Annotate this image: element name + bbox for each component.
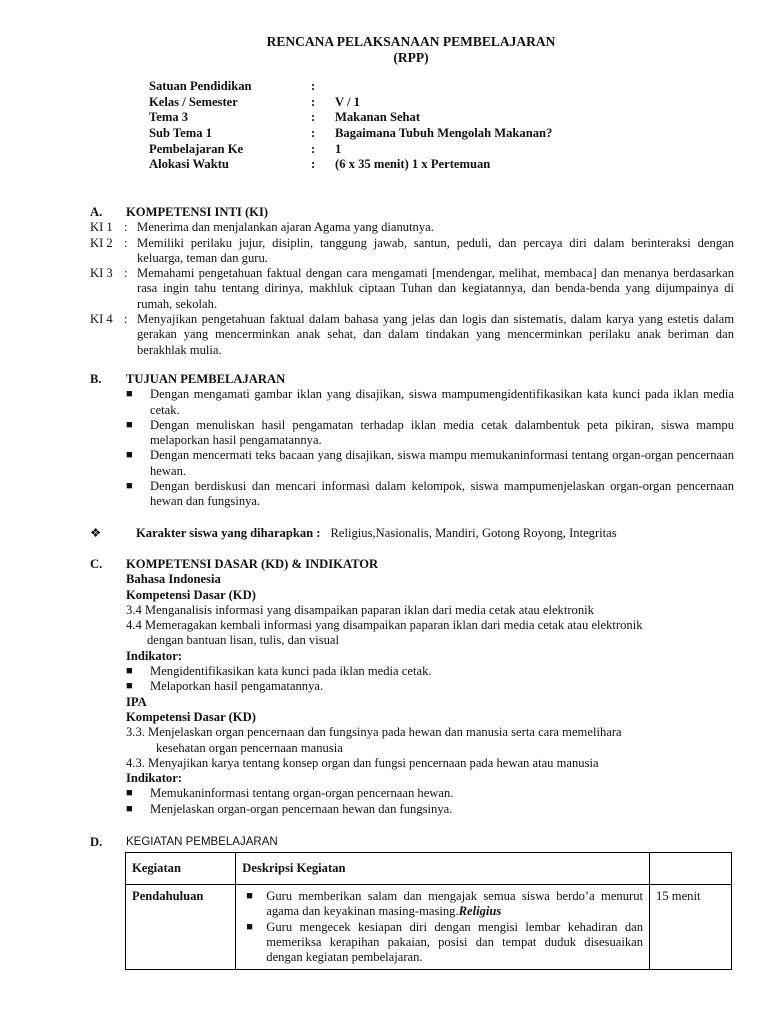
header-kegiatan: Kegiatan [126, 853, 236, 885]
bullet-icon: ■ [126, 665, 133, 678]
goal-text: Dengan menuliskan hasil pengamatan terhadap iklan media cetak dalambentuk peta pikiran, siswa mampu melaporkan hasil pengamatannya. [150, 417, 734, 448]
goal-item [126, 448, 734, 479]
header-deskripsi: Deskripsi Kegiatan [236, 853, 650, 885]
ki-code: KI 4 [90, 312, 113, 327]
activity-item [242, 920, 643, 966]
identity-value: (6 x 35 menit) 1 x Pertemuan [335, 157, 491, 172]
ki-text: Menerima dan menjalankan ajaran Agama yang dianutnya. [137, 220, 434, 235]
indicator-text: Mengidentifikasikan kata kunci pada iklan media cetak. [150, 664, 432, 679]
kd-item: 3.4 Menganalisis informasi yang disampaikan paparan iklan dari media cetak atau elektronik [126, 602, 594, 617]
activity-desc: Guru memberikan salam dan mengajak semua siswa berdo’a menurut agama dan keyakinan masing-masing. [266, 889, 644, 919]
indicator-item [126, 786, 734, 801]
cell-deskripsi [236, 885, 650, 970]
identity-label: Sub Tema 1 [149, 126, 212, 141]
identity-label: Tema 3 [149, 110, 189, 125]
activity-text [266, 889, 643, 920]
cell-waktu: 15 menit [650, 885, 732, 970]
goal-item [126, 387, 734, 418]
identity-block [149, 79, 552, 173]
goal-text: Dengan mengamati gambar iklan yang disajikan, siswa mampumengidentifikasikan kata kunci pada iklan media cetak. [150, 387, 734, 417]
identity-value: 1 [335, 141, 342, 156]
kd-item-continuation: dengan bantuan lisan, tulis, dan visual [147, 633, 340, 648]
bullet-icon: ■ [126, 449, 133, 462]
section-tujuan-pembelajaran [90, 372, 734, 510]
identity-colon: : [311, 126, 316, 141]
section-letter: A. [90, 205, 103, 219]
subject-title: Bahasa Indonesia [126, 572, 221, 587]
goal-item [126, 479, 734, 510]
bullet-icon: ■ [246, 920, 253, 933]
karakter-line [90, 526, 750, 541]
kd-label: Kompetensi Dasar (KD) [126, 709, 256, 724]
section-b-heading [90, 372, 734, 387]
ki-code: KI 3 [90, 266, 113, 281]
ki-item [90, 266, 734, 312]
header-waktu [650, 853, 732, 885]
identity-value: Bagaimana Tubuh Mengolah Makanan? [335, 126, 553, 141]
title-line-2: (RPP) [393, 50, 429, 65]
bullet-icon: ■ [126, 802, 133, 815]
kd-item: 3.3. Menjelaskan organ pencernaan dan fungsinya pada hewan dan manusia serta cara memelihara [126, 725, 622, 740]
section-title: KEGIATAN PEMBELAJARAN [126, 836, 278, 848]
section-d-heading [90, 835, 278, 850]
identity-row [149, 110, 552, 126]
section-title: KOMPETENSI INTI (KI) [126, 205, 269, 219]
ki-item [90, 220, 734, 235]
section-title: TUJUAN PEMBELAJARAN [126, 372, 286, 386]
indikator-label: Indikator: [126, 771, 182, 786]
section-letter: B. [90, 372, 102, 386]
ki-colon: : [124, 235, 128, 250]
goal-text: Dengan berdiskusi dan mencari informasi dalam kelompok, siswa mampumenjelaskan organ-organ pencernaan hewan dan fungsinya. [150, 479, 734, 509]
ki-item [90, 312, 734, 358]
bullet-icon: ■ [126, 388, 133, 401]
section-kompetensi-dasar [90, 557, 734, 817]
goal-item [126, 418, 734, 449]
indicator-text: Menjelaskan organ-organ pencernaan hewan dan fungsinya. [150, 801, 453, 816]
bullet-icon: ■ [246, 890, 253, 902]
title-line-1: RENCANA PELAKSANAAN PEMBELAJARAN [266, 34, 556, 49]
ki-code: KI 1 [90, 220, 113, 235]
ki-colon: : [124, 220, 128, 235]
ki-code: KI 2 [90, 235, 113, 250]
identity-value: V / 1 [335, 94, 360, 109]
subject-title: IPA [126, 694, 147, 709]
identity-value: Makanan Sehat [335, 110, 421, 125]
indicator-text: Melaporkan hasil pengamatannya. [150, 679, 324, 694]
identity-row [149, 79, 552, 95]
ki-text: Memiliki perilaku jujur, disiplin, tanggung jawab, santun, peduli, dan percaya diri dalam berinteraksi dengan keluarga, teman dan guru. [137, 235, 734, 265]
table-header-row [126, 853, 732, 885]
section-title: KOMPETENSI DASAR (KD) & INDIKATOR [126, 557, 379, 571]
kegiatan-table [125, 852, 732, 970]
section-c-heading [90, 557, 734, 572]
ki-colon: : [124, 312, 128, 327]
bullet-icon: ■ [126, 787, 133, 800]
identity-colon: : [311, 110, 316, 125]
identity-row [149, 142, 552, 158]
karakter-value: Religius,Nasionalis, Mandiri, Gotong Royong, Integritas [330, 526, 617, 540]
indicator-item [126, 664, 734, 679]
goal-text: Dengan mencermati teks bacaan yang disajikan, siswa mampu memukaninformasi tentang organ-organ pencernaan hewan. [150, 448, 734, 478]
indicator-item [126, 679, 734, 694]
identity-label: Alokasi Waktu [149, 157, 229, 172]
activity-item [242, 889, 643, 920]
diamond-bullet-icon: ❖ [90, 526, 102, 540]
indicator-item [126, 802, 734, 817]
bullet-icon: ■ [126, 480, 133, 493]
section-letter: D. [90, 835, 103, 849]
ki-item [90, 236, 734, 267]
ki-text: Menyajikan pengetahuan faktual dalam bahasa yang jelas dan logis dan sistematis, dalam karya yang estetis dalam gerakan yang mencerminkan anak sehat, dan dalam tindakan yang mencerminkan perilaku anak beriman dan berakhlak mulia. [137, 312, 734, 357]
bullet-icon: ■ [126, 680, 133, 693]
identity-colon: : [311, 141, 316, 156]
identity-label: Kelas / Semester [149, 94, 238, 109]
section-a-heading [90, 205, 734, 220]
kd-item: 4.3. Menyajikan karya tentang konsep organ dan fungsi pencernaan pada hewan atau manusia [126, 755, 599, 770]
table-row [126, 885, 732, 970]
section-kompetensi-inti [90, 205, 734, 358]
identity-colon: : [311, 94, 316, 109]
indikator-label: Indikator: [126, 648, 182, 663]
indicator-text: Memukaninformasi tentang organ-organ pencernaan hewan. [150, 786, 454, 801]
document-title [0, 34, 768, 66]
activity-text: Guru mengecek kesiapan diri dengan mengisi lembar kehadiran dan memeriksa kerapihan pakaian, posisi dan tempat duduk disesuaikan dengan kegiatan pembelajaran. [266, 919, 644, 965]
ki-text: Memahami pengetahuan faktual dengan cara mengamati [mendengar, melihat, membaca] dan menanya berdasarkan rasa ingin tahu tentang dirinya, makhluk ciptaan Tuhan dan kegiatannya, dan benda-benda yang dijumpainya di rumah, sekolah. [137, 266, 734, 311]
kd-item: 4.4 Memeragakan kembali informasi yang disampaikan paparan iklan dari media cetak atau elektronik [126, 618, 643, 633]
karakter-tag: Religius [458, 904, 502, 919]
karakter-label: Karakter siswa yang diharapkan : [136, 526, 321, 540]
section-letter: C. [90, 557, 103, 571]
identity-colon: : [311, 79, 316, 93]
kd-label: Kompetensi Dasar (KD) [126, 587, 256, 602]
cell-kegiatan: Pendahuluan [126, 885, 236, 970]
ki-colon: : [124, 266, 128, 281]
identity-colon: : [311, 157, 316, 172]
identity-label: Satuan Pendidikan [149, 79, 252, 93]
bullet-icon: ■ [126, 418, 133, 431]
identity-row [149, 126, 552, 142]
identity-row [149, 157, 552, 173]
identity-label: Pembelajaran Ke [149, 141, 244, 156]
identity-row [149, 95, 552, 111]
kd-item-continuation: kesehatan organ pencernaan manusia [156, 740, 343, 755]
